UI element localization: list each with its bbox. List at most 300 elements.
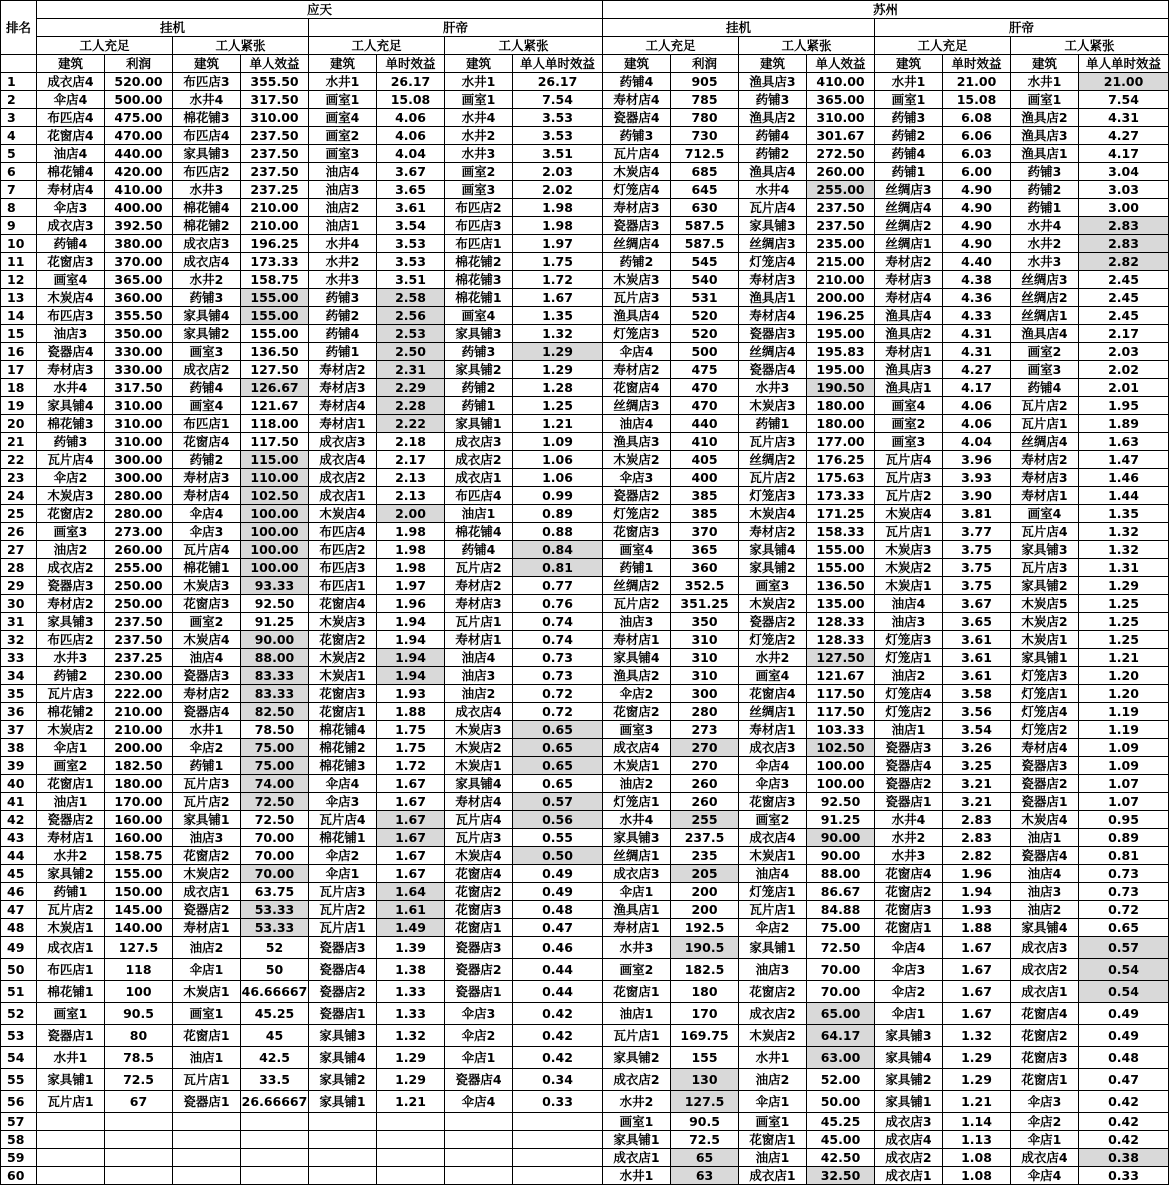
building-cell: 家具铺4 [603,649,671,667]
building-cell: 画室4 [603,541,671,559]
building-cell: 灯笼店4 [739,253,807,271]
table-row [1,865,1169,883]
building-cell: 花窗店2 [445,883,513,901]
value-cell: 1.89 [1079,415,1169,433]
value-cell: 102.50 [241,487,309,505]
building-cell: 油店4 [739,865,807,883]
value-cell: 520 [671,325,739,343]
state-header: 工人充足 [875,37,1011,55]
building-cell: 花窗店4 [445,865,513,883]
value-cell [105,1149,173,1167]
value-cell: 160.00 [105,829,173,847]
value-cell: 2.82 [1079,253,1169,271]
value-cell: 21.00 [943,73,1011,91]
building-cell: 棉花铺3 [173,109,241,127]
value-cell: 2.31 [377,361,445,379]
value-cell [105,1167,173,1185]
value-cell: 0.49 [1079,1025,1169,1047]
building-cell: 瓷器店2 [875,775,943,793]
table-row [1,289,1169,307]
rank-cell: 12 [1,271,37,289]
building-cell: 花窗店2 [875,883,943,901]
building-cell: 成衣店1 [173,883,241,901]
building-cell: 油店4 [37,145,105,163]
building-cell: 家具铺1 [739,937,807,959]
value-cell: 126.67 [241,379,309,397]
value-cell: 1.09 [1079,757,1169,775]
building-cell: 瓦片店4 [173,541,241,559]
value-cell: 0.47 [1079,1069,1169,1091]
building-cell: 木炭店1 [1011,631,1079,649]
building-cell: 木炭店3 [37,487,105,505]
value-cell: 0.81 [1079,847,1169,865]
building-cell: 水井2 [309,253,377,271]
table-row [1,217,1169,235]
value-cell: 392.50 [105,217,173,235]
building-cell: 花窗店1 [173,1025,241,1047]
building-cell: 渔具店4 [739,163,807,181]
building-cell: 瓦片店3 [1011,559,1079,577]
value-cell: 1.25 [513,397,603,415]
value-cell: 260 [671,793,739,811]
building-cell: 棉花铺3 [309,757,377,775]
building-cell [37,1167,105,1185]
value-cell: 182.5 [671,959,739,981]
building-cell: 花窗店4 [875,865,943,883]
value-cell: 100 [105,981,173,1003]
value-cell: 4.90 [943,235,1011,253]
building-cell: 画室1 [1011,91,1079,109]
building-cell: 水井2 [173,271,241,289]
building-cell: 家具铺2 [875,1069,943,1091]
rank-cell: 41 [1,793,37,811]
table-row [1,1149,1169,1167]
column-header: 建筑 [1011,55,1079,73]
building-cell: 成衣店2 [445,451,513,469]
value-cell: 470 [671,379,739,397]
table-row [1,127,1169,145]
rank-cell: 19 [1,397,37,415]
building-cell: 寿材店4 [1011,739,1079,757]
table-row [1,379,1169,397]
building-cell: 水井4 [739,181,807,199]
building-cell: 药铺3 [445,343,513,361]
value-cell: 2.01 [1079,379,1169,397]
building-cell: 瓷器店4 [309,959,377,981]
building-cell: 伞店4 [445,1091,513,1113]
rank-cell: 4 [1,127,37,145]
building-cell: 棉花铺1 [309,829,377,847]
value-cell: 15.08 [377,91,445,109]
value-cell: 0.74 [513,631,603,649]
building-cell: 寿材店4 [603,91,671,109]
building-cell: 水井2 [1011,235,1079,253]
value-cell: 1.08 [943,1167,1011,1185]
value-cell: 180.00 [105,775,173,793]
building-cell: 水井2 [875,829,943,847]
building-cell [173,1131,241,1149]
value-cell: 200 [671,901,739,919]
building-cell: 伞店2 [1011,1113,1079,1131]
building-cell: 油店3 [445,667,513,685]
value-cell: 0.42 [513,1047,603,1069]
state-header: 工人充足 [37,37,173,55]
value-cell: 117.50 [241,433,309,451]
value-cell: 0.73 [513,649,603,667]
value-cell: 0.54 [1079,981,1169,1003]
value-cell: 0.65 [513,739,603,757]
value-cell [105,1113,173,1131]
value-cell: 350 [671,613,739,631]
building-cell: 家具铺2 [739,559,807,577]
building-cell: 灯笼店1 [603,793,671,811]
value-cell: 0.65 [513,721,603,739]
value-cell: 155.00 [105,865,173,883]
table-row [1,775,1169,793]
value-cell: 1.75 [513,253,603,271]
building-cell: 成衣店4 [739,829,807,847]
building-cell: 寿材店1 [37,829,105,847]
rank-cell: 1 [1,73,37,91]
value-cell: 63.75 [241,883,309,901]
value-cell: 3.21 [943,793,1011,811]
value-cell: 0.72 [513,685,603,703]
value-cell: 90.00 [807,847,875,865]
rank-cell: 15 [1,325,37,343]
value-cell: 1.19 [1079,721,1169,739]
building-cell: 伞店1 [603,883,671,901]
value-cell: 52 [241,937,309,959]
building-cell: 寿材店1 [603,631,671,649]
value-cell: 190.5 [671,937,739,959]
building-cell: 油店2 [37,541,105,559]
building-cell: 布匹店4 [173,127,241,145]
value-cell: 0.44 [513,959,603,981]
building-cell: 家具铺4 [875,1047,943,1069]
value-cell: 0.44 [513,981,603,1003]
value-cell: 0.89 [1079,829,1169,847]
rank-cell: 24 [1,487,37,505]
table-row [1,793,1169,811]
building-cell: 成衣店1 [309,487,377,505]
value-cell: 1.14 [943,1113,1011,1131]
value-cell: 520.00 [105,73,173,91]
value-cell: 173.33 [241,253,309,271]
building-cell: 画室1 [37,1003,105,1025]
building-cell: 家具铺3 [875,1025,943,1047]
building-cell: 画室4 [37,271,105,289]
rank-cell: 37 [1,721,37,739]
value-cell: 2.83 [1079,235,1169,253]
value-cell: 150.00 [105,883,173,901]
building-cell: 画室2 [603,959,671,981]
rank-cell: 7 [1,181,37,199]
building-cell: 棉花铺1 [37,981,105,1003]
building-cell: 花窗店3 [309,685,377,703]
table-row [1,253,1169,271]
value-cell: 410.00 [807,73,875,91]
building-cell: 寿材店3 [173,469,241,487]
value-cell: 250.00 [105,595,173,613]
value-cell: 1.44 [1079,487,1169,505]
value-cell: 3.26 [943,739,1011,757]
value-cell: 3.67 [377,163,445,181]
building-cell: 瓦片店1 [173,1069,241,1091]
value-cell: 92.50 [241,595,309,613]
building-cell: 花窗店4 [173,433,241,451]
building-cell: 渔具店2 [739,109,807,127]
region-header-suzhou: 苏州 [603,1,1169,19]
column-header: 建筑 [37,55,105,73]
building-cell: 瓷器店1 [1011,793,1079,811]
value-cell: 540 [671,271,739,289]
rank-cell: 22 [1,451,37,469]
building-cell: 成衣店3 [309,433,377,451]
value-cell [513,1113,603,1131]
building-cell [309,1167,377,1185]
building-cell: 花窗店3 [173,595,241,613]
column-header: 单人效益 [241,55,309,73]
value-cell: 1.67 [377,865,445,883]
building-cell: 灯笼店3 [1011,667,1079,685]
value-cell: 180.00 [807,397,875,415]
building-cell: 家具铺1 [603,1131,671,1149]
building-cell: 木炭店1 [875,577,943,595]
table-row [1,145,1169,163]
value-cell: 210.00 [105,703,173,721]
value-cell: 72.50 [241,811,309,829]
building-cell: 布匹店3 [309,559,377,577]
building-cell: 水井4 [445,109,513,127]
building-cell: 药铺4 [309,325,377,343]
building-cell: 寿材店1 [1011,487,1079,505]
value-cell: 2.22 [377,415,445,433]
value-cell: 4.31 [943,325,1011,343]
building-cell: 瓦片店4 [875,451,943,469]
column-header: 建筑 [875,55,943,73]
value-cell: 280.00 [105,487,173,505]
building-cell: 木炭店2 [603,451,671,469]
value-cell: 155 [671,1047,739,1069]
building-cell: 灯笼店3 [739,487,807,505]
value-cell: 171.25 [807,505,875,523]
building-cell: 瓷器店3 [875,739,943,757]
building-cell: 油店1 [445,505,513,523]
building-cell: 水井4 [875,811,943,829]
building-cell: 瓷器店2 [1011,775,1079,793]
building-cell: 家具铺2 [37,865,105,883]
value-cell: 0.48 [513,901,603,919]
rank-cell: 36 [1,703,37,721]
column-header: 利润 [105,55,173,73]
building-cell: 瓦片店1 [1011,415,1079,433]
table-row [1,811,1169,829]
mode-header: 挂机 [603,19,875,37]
building-cell: 水井1 [173,721,241,739]
value-cell: 0.42 [1079,1113,1169,1131]
value-cell: 3.56 [943,703,1011,721]
value-cell: 1.06 [513,451,603,469]
value-cell: 1.29 [513,343,603,361]
value-cell: 1.29 [513,361,603,379]
building-cell: 寿材店1 [309,415,377,433]
value-cell: 420.00 [105,163,173,181]
value-cell: 88.00 [807,865,875,883]
building-cell: 画室1 [603,1113,671,1131]
building-cell: 寿材店3 [445,595,513,613]
table-row [1,981,1169,1003]
building-cell: 画室3 [445,181,513,199]
building-cell: 瓷器店4 [173,703,241,721]
building-cell: 油店1 [875,721,943,739]
building-cell: 丝绸店2 [739,451,807,469]
value-cell: 1.97 [377,577,445,595]
building-cell: 家具铺2 [603,1047,671,1069]
value-cell: 3.75 [943,541,1011,559]
building-cell: 药铺1 [875,163,943,181]
table-row [1,1069,1169,1091]
value-cell: 360.00 [105,289,173,307]
value-cell: 1.67 [943,959,1011,981]
value-cell: 1.29 [1079,577,1169,595]
building-cell: 水井3 [739,379,807,397]
value-cell: 0.33 [513,1091,603,1113]
value-cell: 210.00 [241,217,309,235]
value-cell: 260.00 [807,163,875,181]
blank-corner [1,55,37,73]
building-cell: 花窗店2 [1011,1025,1079,1047]
value-cell: 1.20 [1079,685,1169,703]
value-cell: 117.50 [807,703,875,721]
value-cell: 0.42 [1079,1131,1169,1149]
value-cell: 350.00 [105,325,173,343]
value-cell: 1.98 [377,541,445,559]
building-cell: 药铺3 [309,289,377,307]
value-cell: 200.00 [807,289,875,307]
table-row [1,181,1169,199]
building-cell: 花窗店1 [603,981,671,1003]
rank-cell: 47 [1,901,37,919]
value-cell: 260.00 [105,541,173,559]
value-cell: 91.25 [807,811,875,829]
value-cell: 317.50 [105,379,173,397]
building-cell: 药铺3 [37,433,105,451]
building-cell: 寿材店2 [739,523,807,541]
table-row [1,343,1169,361]
building-cell: 药铺1 [445,397,513,415]
value-cell: 2.45 [1079,307,1169,325]
building-cell: 家具铺3 [173,145,241,163]
value-cell: 26.17 [513,73,603,91]
building-cell: 花窗店2 [603,703,671,721]
value-cell: 330.00 [105,361,173,379]
building-cell: 木炭店4 [603,163,671,181]
rank-cell: 57 [1,1113,37,1131]
building-cell: 画室1 [875,91,943,109]
building-cell: 布匹店1 [37,959,105,981]
value-cell: 1.09 [1079,739,1169,757]
value-cell: 352.5 [671,577,739,595]
column-header: 建筑 [445,55,513,73]
column-header: 利润 [671,55,739,73]
value-cell: 53.33 [241,901,309,919]
building-cell: 寿材店4 [739,307,807,325]
building-cell: 花窗店2 [309,631,377,649]
building-cell: 木炭店1 [739,847,807,865]
rank-cell: 5 [1,145,37,163]
value-cell: 3.65 [943,613,1011,631]
value-cell: 90.00 [241,631,309,649]
value-cell: 3.53 [513,127,603,145]
column-header: 单时效益 [943,55,1011,73]
building-cell: 棉花铺1 [173,559,241,577]
building-cell: 渔具店4 [1011,325,1079,343]
value-cell: 1.32 [1079,523,1169,541]
building-cell: 花窗店3 [445,901,513,919]
value-cell: 70.00 [241,829,309,847]
state-header: 工人充足 [603,37,739,55]
building-cell [309,1149,377,1167]
value-cell: 370.00 [105,253,173,271]
building-cell: 伞店4 [37,91,105,109]
building-cell: 丝绸店1 [1011,307,1079,325]
building-cell: 瓷器店4 [37,343,105,361]
table-row [1,1025,1169,1047]
value-cell: 300 [671,685,739,703]
value-cell: 520 [671,307,739,325]
value-cell: 70.00 [807,959,875,981]
value-cell: 100.00 [241,541,309,559]
building-cell: 伞店2 [445,1025,513,1047]
building-cell: 家具铺1 [173,811,241,829]
building-cell: 布匹店1 [445,235,513,253]
building-cell: 药铺2 [603,253,671,271]
rank-cell: 28 [1,559,37,577]
value-cell: 53.33 [241,919,309,937]
building-cell: 家具铺1 [37,1069,105,1091]
value-cell: 45.25 [241,1003,309,1025]
value-cell: 1.32 [377,1025,445,1047]
column-header: 建筑 [739,55,807,73]
building-cell: 渔具店3 [603,433,671,451]
value-cell: 3.81 [943,505,1011,523]
value-cell: 200 [671,883,739,901]
value-cell [241,1167,309,1185]
table-row [1,667,1169,685]
value-cell: 785 [671,91,739,109]
value-cell: 195.00 [807,325,875,343]
value-cell: 0.73 [1079,865,1169,883]
table-row [1,919,1169,937]
building-cell: 家具铺1 [875,1091,943,1113]
building-cell: 花窗店1 [309,703,377,721]
building-cell: 寿材店1 [739,721,807,739]
building-cell: 寿材店3 [37,361,105,379]
table-row [1,91,1169,109]
value-cell: 355.50 [105,307,173,325]
value-cell: 365.00 [105,271,173,289]
building-cell: 画室2 [309,127,377,145]
value-cell: 355.50 [241,73,309,91]
value-cell: 1.67 [377,775,445,793]
value-cell: 15.08 [943,91,1011,109]
value-cell: 545 [671,253,739,271]
building-cell: 家具铺3 [1011,541,1079,559]
building-cell: 渔具店2 [875,325,943,343]
value-cell: 100.00 [807,757,875,775]
building-cell: 药铺3 [739,91,807,109]
value-cell: 93.33 [241,577,309,595]
